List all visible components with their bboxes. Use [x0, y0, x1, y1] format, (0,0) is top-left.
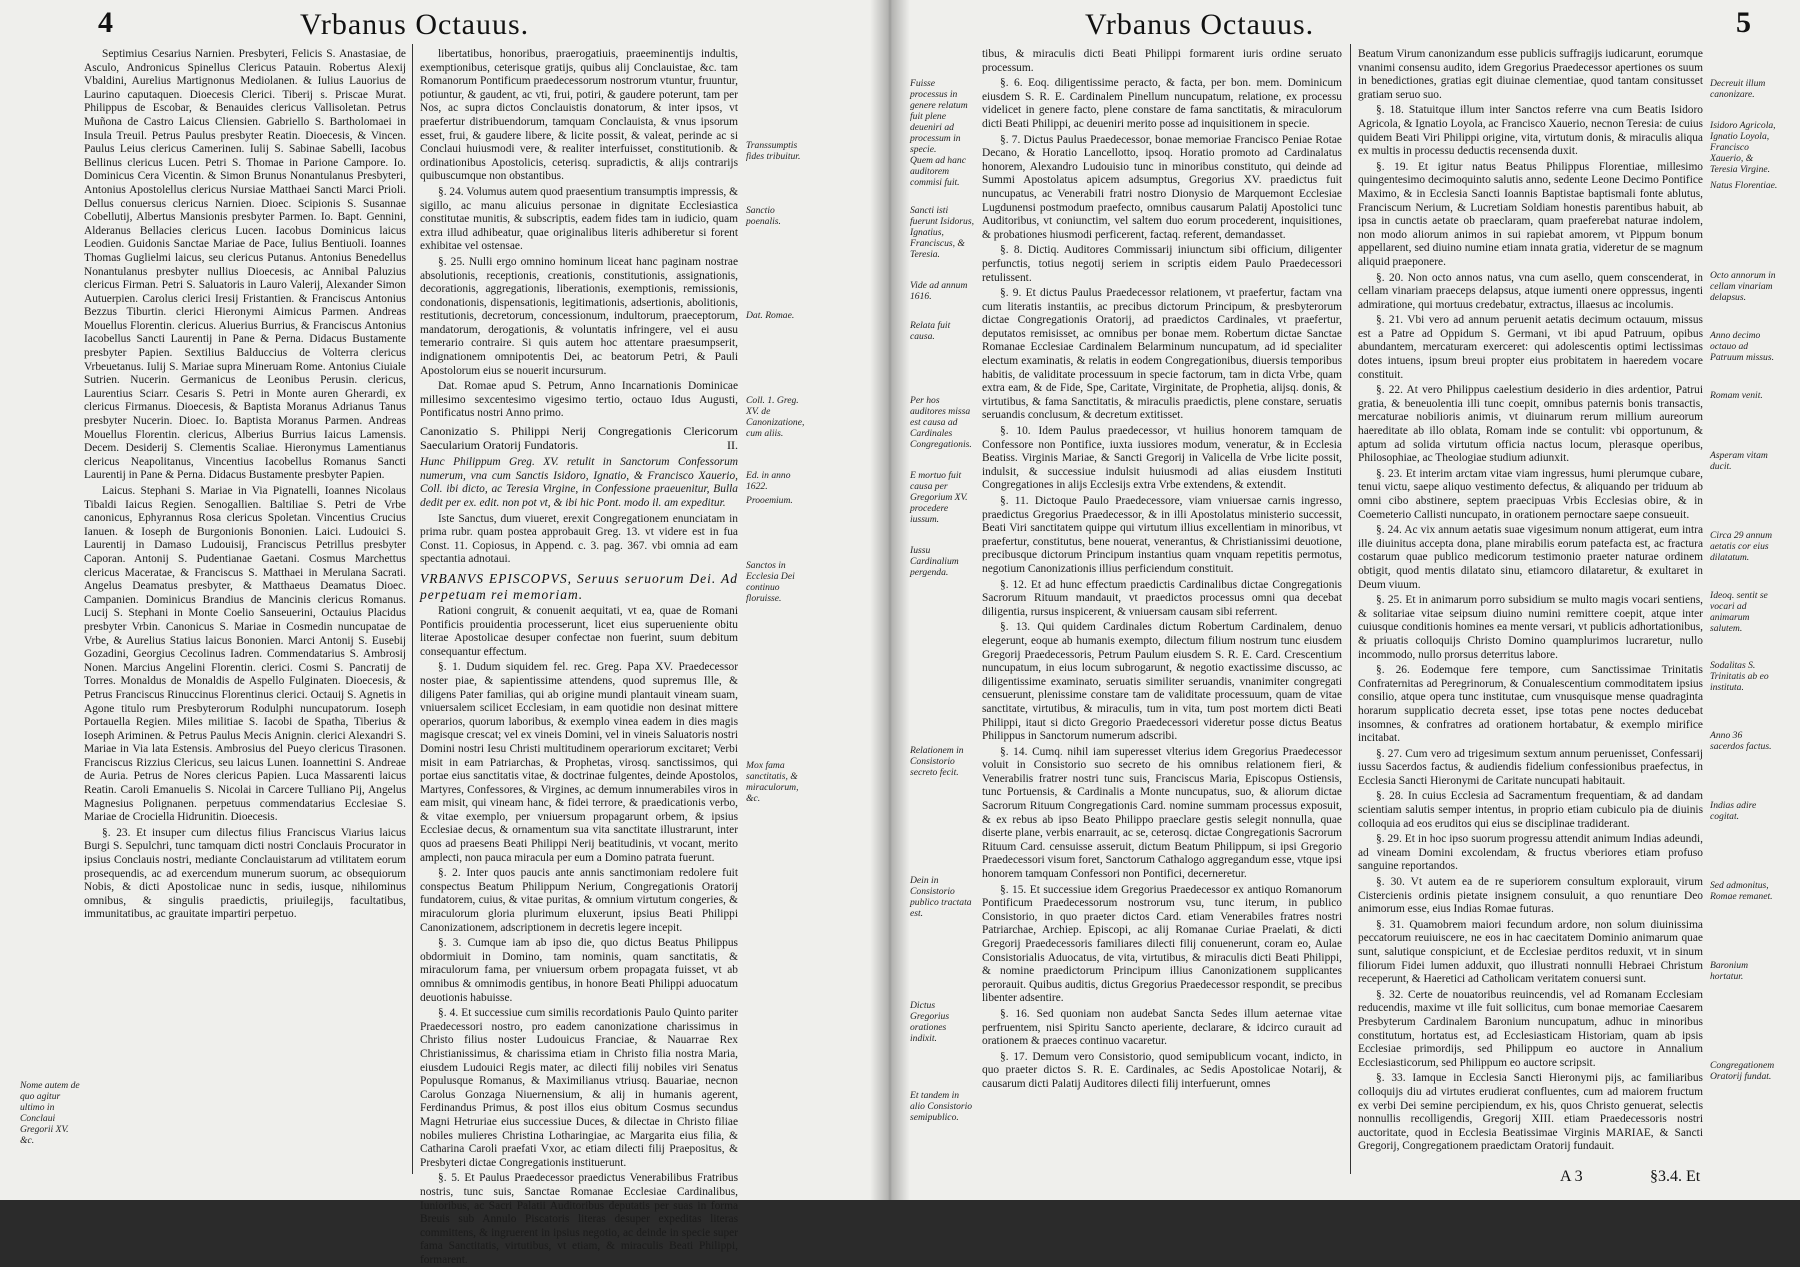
margin-note: Anno decimo octauo ad Patruum missus.	[1710, 330, 1774, 363]
paragraph: Laicus. Stephani S. Mariae in Via Pignatelli, Ioannes Nicolaus Tibaldi Iaicus Regien. Senogallien. Baltiliae S. Petri de Vrbe canonicus, Ephyrannus Rosa clericus Spoletan. Vincentius Crucius Ianuen. & Ioseph de Burgonionis Bononien. Laici. Ludouici S. Laurentij in Damaso Ludouisij, Franciscus Petrillus presbyter Caporan. Antonij S. Pudentianae Gaetani. Cosmus Marchettus clericus Maceratae, & Franciscus S. Matthaei in Merulana Sacrati. Angelus Deamatus presbyter, & Matthaeus Deamatus Dioec. Campanien. Dominicus Brandius de Mancinis clericus Romanus. Lucij S. Stephani in Monte Coelio Sanseuerini, Octauius Placidus presbyter Vrbin. Canonicus S. Mariae in Cosmedin nuncupatae de Vrbe, & Aurelius Statius laicus Bononien. Marci Antonij S. Eusebij Gozadini, Georgius Cecolinus Iadren. Commendatarius S. Ambrosij Nonen. Marcius Angelini Florentin. clerici. Cosmi S. Pancratij de Torres. Monaldus de Monaldis de Aspello Fulginaten. Dioecesis, & Petrus Franciscus Rinuccinus Florentinus clerici. Octauij S. Agnetis in Agone titulo rum Presbyterorum Rodulphi nuncupatorum. Ioseph Portauella Regien. Miles militiae S. Iacobi de Spatha, Tiberius & Ioseph Ariminen. & Petrus Paulus Mecis Anignin. clerici Alexandri S. Mariae in Via lata Estensis. Ambrosius del Pueyo clericus Tirasonen. Franciscus Rizzius Clericus, seu laicus Lunen. Ioannettini S. Andreae de Auria. Petrus de Nores clericus Papien. Luca Massarenti laicus Reatin. Caroli Emanuelis S. Nicolai in Carcere Tulliano Pij, Angelus Magnesius Polignanen. perpetuus commendatarius Ecclesiae S. Mariae de Crociella Hidrunitin. Dioecesis.	[84, 485, 406, 824]
margin-note: Fuisse processus in genere relatum fuit plene deueniri ad processum in specie.	[910, 78, 968, 155]
paragraph: §. 20. Non octo annos natus, vna cum asello, quem conscenderat, in cellam vinariam praeceps delapsus, atque iumenti onere oppressus, ingenti admiratione, qui mortuus credebatur, extractus, illaesus ac incolumis.	[1358, 271, 1703, 311]
margin-note: Dein in Consistorio publico tractata est.	[910, 875, 972, 919]
paragraph: §. 3. Cumque iam ab ipso die, quo dictus Beatus Philippus obdormiuit in Domino, tam nominis, quam sanctitatis, & miraculorum fama, per vniuersum orbem propagata fuisset, vt ab omnibus & omnimodis gentibus, in honore Beati Philippi aduocatum deuotionis habuisse.	[420, 937, 738, 1004]
paragraph: §. 16. Sed quoniam non audebat Sancta Sedes illum aeternae vitae perfruentem, nisi Spiritu Sancto aperiente, declarare, & idcirco curauit ad orationem & praeces continuo vacaretur.	[982, 1007, 1342, 1048]
paragraph: §. 25. Nulli ergo omnino hominum liceat hanc paginam nostrae absolutionis, receptionis, creationis, constitutionis, assignationis, decorationis, aggregationis, liberationis, exemptionis, remissionis, condonationis, dispensationis, legitimationis, adsertionis, abolitionis, restitutionis, decretorum, concessionum, indultorum, praeceptorum, mandatorum, derogationis, & voluntatis infringere, vel ei ausu temerario contraire. Si quis autem hoc attentare praesumpserit, indignationem omnipotentis Dei, ac beatorum Petri, & Pauli Apostolorum eius se nouerit incursurum.	[420, 255, 738, 377]
paragraph: §. 26. Eodemque fere tempore, cum Sanctissimae Trinitatis Confraternitas ad Peregrinorum, & Conualescentium commoditatem ipsius consilio, atque opera tunc institutae, cum vnusquisque mense quadraginta horarum supplicatio decreta esset, ipse totas pene noctes deducebat insomnes, & confratres ad orationem hortabatur, & exemplo mirifice incitabat.	[1358, 664, 1703, 745]
margin-note: Relationem in Consistorio secreto fecit.	[910, 745, 964, 778]
margin-note: Ed. in anno 1622.	[746, 470, 791, 492]
paragraph: §. 10. Idem Paulus praedecessor, vt huilius honorem tamquam de Confessore non Pontifice, iuxta iussiores modum, veneratur, & in Ecclesia Beatiss. Virginis Mariae, & Sancti Gregorij in Valicella de Vrbe licite possit, indulsit, & successiue indulsit huiusmodi ad alias eiusdem Instituti Congregationes in alijs Ecclesijs extra Vrbe extendens, & extendit.	[982, 425, 1342, 492]
paragraph: §. 18. Statuitque illum inter Sanctos referre vna cum Beatis Isidoro Agricola, & Ignatio Loyola, ac Francisco Xauerio, necnon Teresia: de cuius quidem Beati Viri Philippi origine, vita, virtutum donis, & miraculis aliqua ex multis in processu deductis recensenda duxit.	[1358, 104, 1703, 158]
paragraph: §. 11. Dictoque Paulo Praedecessore, viam vniuersae carnis ingresso, praedictus Gregorius Praedecessor, & in illi Apostolatus ministerio successit, Beati Viri sanctitatem quippe qui virtutum illius excellentiam in minoribus, vt praefertur, constitutus, bene nouerat, venerantus, & Christianissimi deuotione, precibusque dictorum Principum instantius quam vnquam repetitis permotus, negotium Canonizationis illius perficiendum constituit.	[982, 495, 1342, 575]
margin-note: Natus Florentiae.	[1710, 180, 1778, 191]
paragraph: §. 9. Et dictus Paulus Praedecessor relationem, vt praefertur, factam vna cum literatis instantiis, ac precibus dictorum Principum, & presbyterorum dictae Congregationis Oratorij, ad praedictos Cardinales, vt praefertur, deputatos remisisset, ac omnibus per bonae mem. Robertum dictae Sanctae Romanae Ecclesiae Cardinalem Belarminum nuncupatum, ad id specialiter electum examinatis, & relatis in eodem Congregationibus, diuersis temporibus habitis, de validitate processuum in specie factorum, tam in dicta Vrbe, quam extra eam, & de Fide, Spe, Caritate, Virginitate, de Prophetia, alijsq. donis, & virtutibus, & fama Sanctitatis, & miraculis praedictis, plene constare, seruatis seruandis conclusum, & decretum extitisset.	[982, 287, 1342, 422]
paragraph: §. 25. Et in animarum porro subsidium se multo magis vocari sentiens, & solitariae vitae seipsum diuino numini remittere coepit, atque inter cuiusque conditionis homines ea mente versari, vt publicis adhortationibus, & priuatis colloquijs Christo Domino quamplurimos lucraretur, nullo incommodo, nullo prorsus deterritus labore.	[1358, 594, 1703, 661]
margin-note: Circa 29 annum aetatis cor eius dilatatum.	[1710, 530, 1773, 563]
margin-note: Prooemium.	[746, 495, 793, 506]
column-divider	[1350, 44, 1351, 1174]
margin-note: Quem ad hanc auditorem commisi fuit.	[910, 155, 966, 188]
paragraph: §. 7. Dictus Paulus Praedecessor, bonae memoriae Francisco Peniae Rotae Decano, & Horatio Lancellotto, ipsoq. Horatio promoto ad Cardinalatus honorem, Alexandro Ludouisio tunc in minoribus constituto, qui deinde ad Summi Apostolatus apicem adsumptus, Gregorius XV. praedictus fuit nuncupatus, ac Venerabili fratri nostro Dionysio de Marquemont Ecclesiae Lugdunensi postmodum praefecto, omnibus causarum Palatij Apostolici tunc Auditoribus, vt coniunctim, vel saltem duo eorum procederent, inquisitiones, & probationes hiusmodi perficerent, factaq. referent, demandasset.	[982, 133, 1342, 241]
paragraph: §. 14. Cumq. nihil iam superesset vlterius idem Gregorius Praedecessor voluit in Consistorio suo secreto de his omnibus relationem fieri, & Venerabilis fratrer nostri tunc suis, Franciscus Maria, Episcopus Ostiensis, tunc Portuensis, & Cardinalis a Monte nuncupatus, suo, & aliorum dictae Sacrorum Rituum Congregationis Card. nomine summam processus exposuit, & ex rebus ab ipso Beato Philippo praeclare gestis selegit nonnulla, quae diserte plane, verbis enarrauit, ac se, ceterosq. dictae Congregationis Sacrorum Rituum Card. censuisse asseruit, dictum Beatum Philippum, si ipsi Gregorio Praedecessori visum foret, Sanctorum Cathalogo aggregandum esse, vtque ipsi honorem tamquam Confessori non Pontifici, decerneretur.	[982, 745, 1342, 881]
paragraph: §. 2. Inter quos paucis ante annis sanctimoniam redolere fuit conspectus Beatum Philippum Nerium, Congregationis Oratorij fundatorem, cuius, & vitae puritas, & omnium virtutum congeries, & miraculorum gloria plurimum eluxerunt, ipsius Beati Philippi Canonizationem, adscriptionem in decretis legere incepit.	[420, 867, 738, 934]
section-heading-text: Canonizatio S. Philippi Nerij Congregationis Clericorum Saecularium Oratorij Fundatoris.	[420, 424, 738, 452]
margin-note: Sanctio poenalis.	[746, 205, 781, 227]
paragraph: §. 32. Certe de nouatoribus reuincendis, vel ad Romanam Ecclesiam reducendis, maxime vt ille fuit sollicitus, cum bonae memoriae Caesarem Presbyterum Cardinalem Baronium nuncupatum, adhuc in minoribus constitutum, hortatus est, ad Ecclesiasticam Historiam, quam ab ipsis Ecclesiae primordijs, sed Philippum eo auctore in Annalium Ecclesiasticorum, sed Philippum eo auctore scripsit.	[1358, 988, 1703, 1069]
margin-note: Indias adire cogitat.	[1710, 800, 1757, 822]
paragraph: §. 28. In cuius Ecclesia ad Sacramentum frequentiam, & ad dandam scientiam salutis semper intentus, in proprio etiam cubiculo pia de diuinis colloquia ad eos eruditos qui eius se disciplinae tradiderant.	[1358, 790, 1703, 830]
margin-note: Sancti isti fuerunt Isidorus, Ignatius, Franciscus, & Teresia.	[910, 205, 974, 260]
margin-note: Mox fama sanctitatis, & miraculorum, &c.	[746, 760, 799, 804]
paragraph: §. 15. Et successiue idem Gregorius Praedecessor ex antiquo Romanorum Pontificum Praedecessorum nostrorum vsu, tunc iterum, in publico Consistorio, in quo praeter dictos Card. etiam Venerabiles fratres nostri Patriarchae, Archiep. Episcopi, ac alij Romanae Curiae Praelati, & dicti Gregorij Praedecessoris familiares dilecti filij conuenerunt, coram eo, Aulae Consistorialis Aduocatus, de vita, virtutibus, & miraculis dicti Beati Philippi, & nomine praedictorum Principum illius Canonizationem supplicantes perorauit. Quibus auditis, dictus Gregorius Praedecessor respondit, se precibus libenter adsentire.	[982, 883, 1342, 1005]
paragraph: §. 33. Iamque in Ecclesia Sancti Hieronymi pijs, ac familiaribus colloquijs diu ad virtutes erudierat confluentes, cum ad maiorem fructum ex verbi Dei semine percipiendum, ex his, quos Christo genuerat, selectis nonnullis recolligendis, Gregorij XIII. etiam Praedecessoris nostri auctoritate, quod in Ecclesia Beatissimae Virginis MARIAE, & Sancti Gregorij, Congregationem praedictam Oratorij fundauit.	[1358, 1072, 1703, 1153]
margin-note: Decreuit illum canonizare.	[1710, 78, 1766, 100]
paragraph: §. 31. Quamobrem maiori fecundum ardore, non solum diuinissima peccatorum reuiuiscere, ne eos in hac caecitatem Dominio animarum quae sunt, salutique conspiciunt, et de Ecclesiae perditos reduxit, vt in sinum filiorum Fidei lumen adduxit, quo illustrati nonnulli Hebraei Christum receperunt, & Haeretici ad Catholicam veritatem conuersi sunt.	[1358, 918, 1703, 986]
paragraph: tibus, & miraculis dicti Beati Philippi formarent iuris ordine seruato processum.	[982, 48, 1342, 74]
page-number: 5	[1736, 6, 1751, 39]
margin-note: Romam venit.	[1710, 390, 1763, 401]
paragraph: §. 8. Dictiq. Auditores Commissarij iniunctum sibi officium, diligenter perfunctis, totius negotij seriem in scriptis eidem Paulo Praedecessori retulissent.	[982, 244, 1342, 284]
margin-note: Ideoq. sentit se vocari ad animarum salutem.	[1710, 590, 1768, 634]
text-column-2	[1358, 48, 1703, 1158]
text-column-1	[84, 48, 406, 1158]
paragraph: Iste Sanctus, dum viueret, erexit Congregationem enunciatam in prima rubr. quam postea approbauit Greg. 13. vt videre est in fua Const. 11. Copiosus, in Append. c. 3. pag. 367. vbi omnia ad eam spectantia adnotaui.	[420, 512, 738, 566]
signature-mark: A 3	[1560, 1168, 1583, 1185]
paragraph: §. 6. Eoq. diligentissime peracto, & facta, per bon. mem. Dominicum eiusdem S. R. E. Cardinalem Pinellum nuncupatum, relatione, ex processu videlicet in genere facto, plene constare de fama sanctitatis, & miraculorum dicti Beati Philippi, ac deueniri merito posse ad inquisitionem in specie.	[982, 77, 1342, 130]
paragraph: Rationi congruit, & conuenit aequitati, vt ea, quae de Romani Pontificis prouidentia processerunt, licet eius superueniente obitu literae Apostolicae desuper confectae non fuerint, suum debitum consequantur effectum.	[420, 604, 738, 658]
paragraph: §. 1. Dudum siquidem fel. rec. Greg. Papa XV. Praedecessor noster piae, & sapientissime attendens, quod supremus Ille, & diligens Pater familias, qui ab origine mundi plantauit vineam suam, vniuersalem scilicet Ecclesiam, in eam quotidie non desinat mittere operarios, quorum laboribus, & exemplo vinea eadem in dies magis magisque crescat; vel ex vineis Domini, vel in vineis Saluatoris nostri Domini nostri Iesu Christi multitudinem operariorum excitaret; Verbi misit in eam Patriarchas, & Prophetas, virosq. sanctissimos, qui portae eius sanctitatis vitae, & doctrinae fulgentes, deinde Apostolos, Martyres, Confessores, & Virgines, ac demum innumerabiles viros in eam misit, qui vineam hanc, & fidei terrore, & praedicationis verbo, & vitae exemplo, per vniuersum propagarunt orbem, & ipsius Ecclesiae decus, & ornamentum sua vita sanctitate illustrarunt, inter quos ad praesens Beati Philippi Nerij beatitudinis, vt vocant, merito amplecti, non pauca miracula per eum a Domino patrata fuerunt.	[420, 661, 738, 864]
paragraph: libertatibus, honoribus, praerogatiuis, praeeminentijs indultis, exemptionibus, ceterisque gratijs, quibus alij Conclauistae, &c. tam Romanorum Pontificum praedecessorum nostrorum vtuntur, fruuntur, potiuntur, & gaudent, ac vti, frui, potiri, & gaudere poterunt, tam per Nos, ac supra dictos Conclauistis donatorum, & inter ipsos, vt praefertur distribuendorum, tamquam Conclauista, & vnus ipsorum esset, frui, & gaudere libere, & licite possit, & valeat, perinde ac si Conclaui huiusmodi vere, & realiter interfuisset, constitutionib. & ordinationibus Apostolicis, ceterisq. supradictis, & alijs contrarijs quibuscumque non obstantibus.	[420, 48, 738, 183]
paragraph: §. 19. Et igitur natus Beatus Philippus Florentiae, millesimo quingentesimo decimoquinto salutis anno, sedente Leone Decimo Pontifice Maximo, & in Ecclesia Sancti Ioannis Baptistae baptismali fonte ablutus, Franciscum Nerium, & Lucretiam Soldiam honestis parentibus habuit, ab ipsa in cunctis aetate ob praeclaram, quam praeferebat naturae indolem, non modo aliorum animos in sui rapiebat amorem, vt Pippum bonum appellarent, sed diuino numine etiam innata gratia, videretur de se magnum aliquid praeponere.	[1358, 160, 1703, 268]
paragraph: §. 27. Cum vero ad trigesimum sextum annum peruenisset, Confessarij iussu Sacerdos factus, & audiendis fidelium confessionibus praefectus, in Ecclesia Sancti Hieronymi de Caritate nuncupati habitauit.	[1358, 747, 1703, 787]
paragraph: §. 17. Demum vero Consistorio, quod semipublicum vocant, indicto, in quo praeter dictos S. R. E. Cardinales, ac Sedis Apostolicae Notarij, & causarum dicti Palatij Auditores dilecti filij interfuerunt, omnes	[982, 1050, 1342, 1090]
catchword: §3.4. Et	[1650, 1168, 1701, 1185]
margin-note: Transsumptis fides tribuitur.	[746, 140, 801, 162]
paragraph: §. 13. Qui quidem Cardinales dictum Robertum Cardinalem, denuo elegerunt, eoque ab humanis exempto, dilectum filium nostrum tunc eiusdem Gregorij Praedecessoris, Petrum Paulum eiusdem S. R. E. Card. Crescentium nuncupatum, in eius locum subrogarunt, & negotio exactissime discusso, ac diligentissime examinato, seruatis similiter seruandis, vnanimiter congregati censuerunt, plenissime constare tam de validitate processuum, quam de vitae sanctitate, virtutibus, & miraculis, tum in vita, tum post mortem dicti Beati Philippi, itaut si dicto Gregorio Praedecessori videretur posse dictus Beatus Philippus in Sanctorum numerum adscribi.	[982, 621, 1342, 743]
margin-note: Dat. Romae.	[746, 310, 795, 321]
paragraph: Septimius Cesarius Narnien. Presbyteri, Felicis S. Anastasiae, de Asculo, Andronicus Spinellus Clericus Patauin. Robertus Alexij Vbaldini, Aurelius Martignonus Mediolanen. & Iulius Lauorius de Laurino caputaquen. Dioecesis Clerici. Tiberij s. Priscae Murat. Philippus de Escobar, & Benauides clericus Vallisoletan. Petrus Muñona de Castro Laicus Cliensien. Gabriello S. Bartholomaei in Insula Treuil. Petrus Paulus presbyter Reatin. Dioecesis, & Vincen. Paulus Leius clericus Camerinen. Iulij S. Sabinae Sabelli, Iacobus Bellinus clericus Lucen. Petri S. Thomae in Parione Campore. Io. Dominicus Cera Vicentin. & Simon Brunus Nonantulanus Presbyteri, Antonius Apostolellus clericus Nursiae Matthaei Sancti Marci Prioli. Dellus conuersus clericus Narnien. Dioec. Scipionis S. Susannae Cobellutij, Albertus Mansionis presbyter Parmen. Io. Bapt. Gennini, Alderanus Bellacies clericus Lucen. Iacobus Dominicus laicus Leodien. Guidonis Sanctae Mariae de Pace, Iulius Bentiuoli. Ioannes Thomas Guglielmi laicus, seu clericus Putanus. Antonius Benedellus Nonantulanus presbyter nullius Dioecesis, ac Annibal Paluzius clericus Firman. Petri S. Saluatoris in Lauro Valerij, Alexander Simon Autuerpien. Carolus clerici Iresij Fristantien. & Franciscus Antonius Bezzus Tiburtin. clerici Hieronymi Aimicus Parmen. Andreas Mouellus Florentin. clericus. Aluerius Burrius, & Franciscus Antonius Iacobellus Sancti Laurentij in Pane & Perna. Didacus Bustamente presbyter Papien. Sextilius Balduccius de Volterra clericus Vrbeuetanus. Iulij S. Mariae supra Mineruam Rome. Antonius Ciuiale Sutrien. Nucerin. Germanicus de Leonibus Perusin. clericus, Laurentius Sciarr. Cesaris S. Petri in Monte auren Gherardi, ex clericus Firmanus. Dioecesis, & Baptista Moranus Adrianus Tanus presbyter Nucerin. Dioec. Io. Baptista Moranus Parmen. Andreas Mouellus Florentin. clericus, Alberius Burrius Iaicus Lamensis. Decem. Desiderij S. Clementis Scaliae. Hieronymus Lamentianus clericus Neapolitanus, Vincentius Iacobellus Romanus Sancti Laurentij in Pane & Perna. Didacus Bustamente presbyter Papien.	[84, 48, 406, 482]
margin-note: Vide ad annum 1616.	[910, 280, 968, 302]
section-heading	[420, 425, 738, 452]
bull-title: VRBANVS EPISCOPVS, Seruus seruorum Dei. Ad perpetuam rei memoriam.	[420, 570, 738, 602]
margin-note: Nome autem de quo agitur ultimo in Conclaui Gregorii XV. &c.	[20, 1080, 80, 1146]
paragraph: §. 30. Vt autem ea de re superiorem consultum explorauit, virum Cistercienis ordinis pietate insignem consuluit, a quo renuntiare Deo animorum esse, eius Indias Romae futuras.	[1358, 876, 1703, 916]
running-head: Vrbanus Octauus.	[300, 8, 530, 41]
margin-note: Sed admonitus, Romae remanet.	[1710, 880, 1773, 902]
paragraph: §. 23. Et insuper cum dilectus filius Franciscus Viarius laicus Burgi S. Sepulchri, tunc tamquam dicti nostri Conclauis Procurator in ipsius Conclauis nostri, mediante Conclauistarum ad vtilitatem eorum prosequendis, ac ad exercendum munerum suorum, ac obsequiorum Nobis, & dicti Apostolicae nunc in sedis, iusque, nihilominus omnibus, & singulis praedictis, priuilegijs, facultatibus, immunitatibus, ac grauitate impartiri perpetuo.	[84, 826, 406, 921]
paragraph: Beatum Virum canonizandum esse publicis suffragijs iudicarunt, eorumque vnanimi consensu audito, idem Gregorius Praedecessor apertiones os suum in benedictiones, gratias egit diuinae clementiae, quod tantam consitusset gratiam seruo suo.	[1358, 48, 1703, 101]
summary-paragraph: Hunc Philippum Greg. XV. retulit in Sanctorum Confessorum numerum, vna cum Sanctis Isidoro, Ignatio, & Francisco Xauerio, Coll. ibi dicto, ac Teresia Virgine, in Confessione praeuenitur, Bulla dedit per ex. edit. non pot vt, & ibi hic Pont. modo il. am expeditur.	[420, 456, 738, 509]
margin-note: Sodalitas S. Trinitatis ab eo instituta.	[1710, 660, 1769, 693]
text-column-1	[982, 48, 1342, 1168]
column-divider	[412, 44, 413, 1174]
paragraph: §. 24. Volumus autem quod praesentium transumptis impressis, & sigillo, ac manu alicuius personae in dignitate Ecclesiastica constitutae munitis, & subscriptis, eadem fides tam in iudicio, quam extra illud adhibeatur, quae originalibus literis adhiberetur si forent exhibitae vel ostensae.	[420, 185, 738, 253]
text-column-2	[420, 48, 738, 1266]
paragraph: §. 5. Et Paulus Praedecessor praedictus Venerabilibus Fratribus nostris, tunc suis, Sanctae Romanae Ecclesiae Cardinalibus, Iunioribus, ac Sacri Palatii Auditoribus deputatis per suas in forma Breuis sub Annulo Piscatoris literas desuper expeditas literas committens, & ingruerent in ipsius negotio, ac deinde in specie super fama Sanctitatis, virtutibus, vt etiam, & miraculis Beati Philippi, formarent.	[420, 1172, 738, 1266]
paragraph: Dat. Romae apud S. Petrum, Anno Incarnationis Dominicae millesimo sexcentesimo vigesimo tertio, octauo Idus Augusti, Pontificatus nostri Anno primo.	[420, 380, 738, 420]
margin-note: Iussu Cardinalium pergenda.	[910, 545, 959, 578]
paragraph: §. 4. Et successiue cum similis recordationis Paulo Quinto pariter Praedecessori nostro, pro eadem canonizatione charissimus in Christo filius noster Ludouicus Franciae, & Nauarrae Rex Christianissimus, & charissima etiam in Christo filia nostra Maria, eiusdem Ludouici Regis mater, ac dilecti filij nobiles viri Senatus Populusque Romanus, & Maximilianus vtriusq. Bauariae, necnon Carolus Gonzaga Niuernensium, & alij in humanis agerent, Ferdinandus Primus, & post illos eius obitum Cosmus secundus Magni Hetruriae eius successiue Duces, & dilectae in Christo filiae nobiles mulieres Christina Lotharingiae, ac Margarita eius filia, & Catharina Caroli praefati Vxor, ac etiam dilecti filij Praepositus, & Presbyteri dictae Congregationis instituerunt.	[420, 1007, 738, 1169]
paragraph: §. 29. Et in hoc ipso suorum progressu attendit animum Indias adeundi, ad vineam Domini excolendam, & fructus vberiores etiam profuso sanguine reportandos.	[1358, 833, 1703, 873]
margin-note: Per hos auditores missa est causa ad Cardinales Congregationis.	[910, 395, 972, 450]
paragraph: §. 22. At vero Philippus caelestium desiderio in dies ardentior, Patrui gratia, & beneuolentia illi tunc coepit, omnibus paternis bonis transactis, mercaturae nobilioris animis, vt diuinarum rerum millium aureorum haereditate ab illo oblata, Romam inde se contulit: vbi opportunum, & aptum ad solida virtutum officia nactus locum, plerasque operibus, Philosophiae, ac Theologiae studium adiunxit.	[1358, 384, 1703, 465]
right-page	[890, 0, 1800, 1200]
margin-note: Dictus Gregorius orationes indixit.	[910, 1000, 950, 1044]
margin-note: Coll. 1. Greg. XV. de Canonizatione, cum aliis.	[746, 395, 805, 439]
margin-note: Congregationem Oratorij fundat.	[1710, 1060, 1775, 1082]
section-number: II.	[727, 437, 738, 452]
running-head: Vrbanus Octauus.	[1085, 8, 1315, 41]
margin-note: E mortuo fuit causa per Gregorium XV. procedere iussum.	[910, 470, 968, 525]
left-page	[0, 0, 890, 1266]
margin-note: Sanctos in Ecclesia Dei continuo floruisse.	[746, 560, 795, 604]
margin-note: Et tandem in alio Consistorio semipublico.	[910, 1090, 973, 1123]
paragraph: §. 12. Et ad hunc effectum praedictis Cardinalibus dictae Congregationis Sacrorum Rituum mandauit, vt praedictos processus omni qua decebat diligentia, rursus inspicerent, & vniuersam causam sibi referrent.	[982, 578, 1342, 618]
paragraph: §. 24. Ac vix annum aetatis suae vigesimum nonum attigerat, eum intra ille diuinitus accepta dona, plane mirabilis eorum patefacta est, ac fractura costarum quae publico medicorum testimonio praeter naturae ordinem obtigit, quod mentis dilatato sinu, etiamcoro dilataretur, & exultaret in Deum viuum.	[1358, 524, 1703, 591]
margin-note: Anno 36 sacerdos factus.	[1710, 730, 1772, 752]
page-number: 4	[98, 6, 113, 39]
margin-note: Asperam vitam ducit.	[1710, 450, 1768, 472]
margin-note: Isidoro Agricola, Ignatio Loyola, Francisco Xauerio, & Teresia Virgine.	[1710, 120, 1776, 175]
paragraph: §. 21. Vbi vero ad annum peruenit aetatis decimum octauum, missus est a Patre ad Oppidum S. Germani, vt ibi apud Patruum, opibus abundantem, mercaturam exerceret: qui adolescentis optimi lectissimas dotes intuens, ipsum breui propter eius probitatem in haeredem vocare constituit.	[1358, 314, 1703, 381]
margin-note: Baronium hortatur.	[1710, 960, 1749, 982]
margin-note: Octo annorum in cellam vinariam delapsus.	[1710, 270, 1776, 303]
paragraph: §. 23. Et interim arctam vitae viam ingressus, humi plerumque cubare, tenui victu, saepe aliquo vestimento defectus, & aliquando per triduum ab omni cibo abstinere, septem praecipuas Vrbis Ecclesias obire, & in Coemeterio Callisti nuncupato, in orationem pernoctare saepe consueuit.	[1358, 467, 1703, 521]
margin-note: Relata fuit causa.	[910, 320, 951, 342]
